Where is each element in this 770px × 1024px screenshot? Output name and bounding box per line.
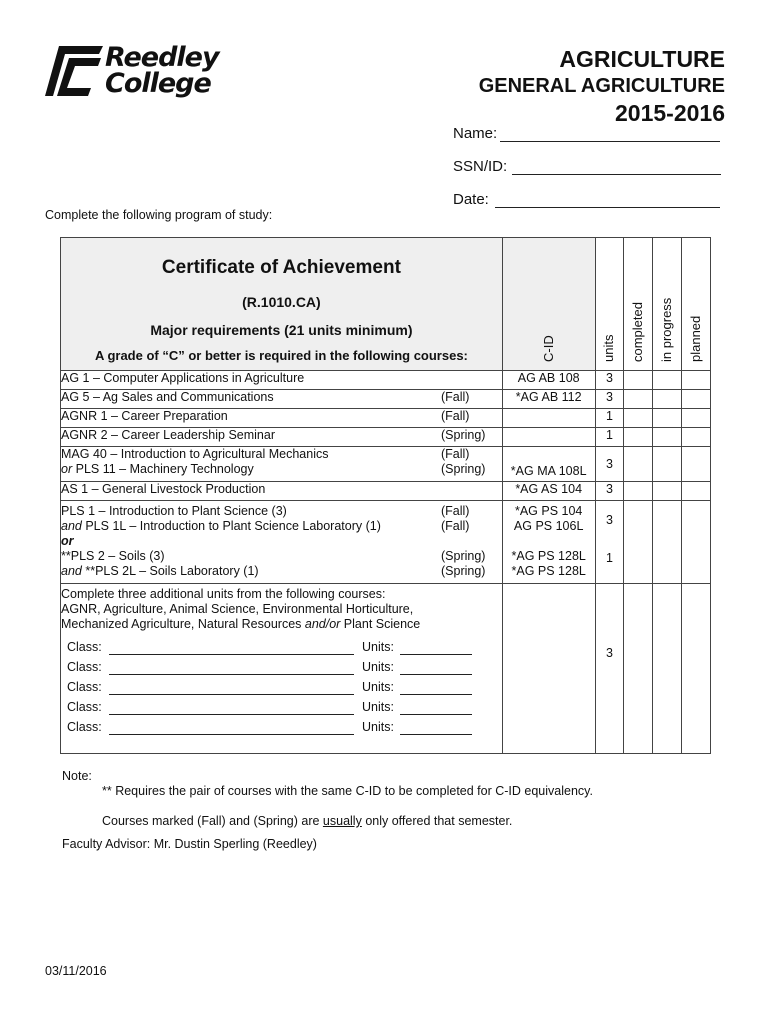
completed-checkbox[interactable] xyxy=(624,371,653,390)
in-progress-header-label: in progress xyxy=(659,297,675,362)
class-label: Class: xyxy=(67,720,102,734)
electives-line: Complete three additional units from the following courses: xyxy=(61,587,386,601)
planned-checkbox[interactable] xyxy=(682,371,711,390)
intro-text: Complete the following program of study: xyxy=(45,208,273,222)
completed-checkbox[interactable] xyxy=(624,409,653,428)
cid-value: *AG PS 104 xyxy=(514,504,583,518)
class-entry xyxy=(67,675,502,695)
class-label: Class: xyxy=(67,700,102,714)
table-row xyxy=(61,501,711,584)
course-name: AG 5 – Ag Sales and Communications xyxy=(61,390,274,404)
course-name: AGNR 2 – Career Leadership Seminar xyxy=(61,428,275,442)
course-cell xyxy=(61,371,503,390)
completed-checkbox[interactable] xyxy=(624,584,653,754)
grade-note: A grade of “C” or better is required in the following courses: xyxy=(94,348,468,363)
table-row xyxy=(61,390,711,409)
rc-emblem-icon xyxy=(45,46,103,96)
in-progress-checkbox[interactable] xyxy=(653,584,682,754)
table-row xyxy=(61,447,711,482)
in-progress-checkbox[interactable] xyxy=(653,371,682,390)
course-cell xyxy=(61,390,503,409)
cid-value: *AG MA 108L xyxy=(510,464,587,478)
program-table xyxy=(60,237,711,754)
cid-cell xyxy=(502,584,595,754)
cid-cell xyxy=(502,409,595,428)
units-cell xyxy=(595,584,624,754)
note-semester xyxy=(102,814,512,828)
cid-header-label: C-ID xyxy=(540,335,556,362)
course-cell xyxy=(61,409,503,428)
units-cell: 1 xyxy=(595,409,624,428)
in-progress-checkbox[interactable] xyxy=(653,409,682,428)
units-value: 3 xyxy=(605,646,613,660)
class-entry xyxy=(67,715,502,735)
planned-header xyxy=(682,238,711,371)
or-connector: or xyxy=(61,534,74,548)
units-header-label: units xyxy=(601,334,617,362)
and-connector: and xyxy=(61,564,82,578)
completed-header xyxy=(624,238,653,371)
class-input[interactable] xyxy=(109,734,354,735)
units-input[interactable] xyxy=(400,734,472,735)
table-row xyxy=(61,409,711,428)
course-cell xyxy=(61,428,503,447)
name-label: Name: xyxy=(453,125,498,142)
faculty-advisor: Faculty Advisor: Mr. Dustin Sperling (Reedley) xyxy=(62,837,317,851)
table-row xyxy=(61,482,711,501)
planned-checkbox[interactable] xyxy=(682,409,711,428)
course-term: (Spring) xyxy=(441,428,486,442)
cid-cell: *AG AS 104 xyxy=(502,482,595,501)
units-value: 3 xyxy=(605,513,613,527)
class-label: Class: xyxy=(67,680,102,694)
college-logo xyxy=(45,44,250,100)
in-progress-checkbox[interactable] xyxy=(653,390,682,409)
ssn-label: SSN/ID: xyxy=(453,158,508,175)
units-value: 1 xyxy=(605,551,613,565)
electives-line: Plant Science xyxy=(340,617,421,631)
cert-title: Certificate of Achievement xyxy=(161,257,401,278)
course-name: **PLS 2L – Soils Laboratory (1) xyxy=(85,564,259,578)
logo-line1: Reedley xyxy=(105,42,219,73)
units-cell: 3 xyxy=(595,390,624,409)
class-entry xyxy=(67,635,502,655)
cid-value: *AG PS 128L xyxy=(511,549,586,563)
class-input[interactable] xyxy=(109,714,354,715)
name-field[interactable] xyxy=(500,126,720,142)
class-input[interactable] xyxy=(109,674,354,675)
electives-line: Mechanized Agriculture, Natural Resources xyxy=(61,617,305,631)
cid-cell xyxy=(502,428,595,447)
cert-code: (R.1010.CA) xyxy=(242,294,321,310)
course-term: (Fall) xyxy=(441,519,470,533)
units-label: Units: xyxy=(362,660,394,674)
completed-checkbox[interactable] xyxy=(624,447,653,482)
completed-checkbox[interactable] xyxy=(624,501,653,584)
course-term: (Fall) xyxy=(441,447,470,461)
units-input[interactable] xyxy=(400,654,472,655)
units-label: Units: xyxy=(362,680,394,694)
and-connector: and xyxy=(61,519,82,533)
in-progress-checkbox[interactable] xyxy=(653,428,682,447)
cid-cell xyxy=(502,501,595,584)
course-term: (Spring) xyxy=(441,462,486,476)
note-cid: ** Requires the pair of courses with the same C-ID to be completed for C-ID equivalency. xyxy=(102,784,593,798)
cid-cell xyxy=(502,447,595,482)
units-cell: 3 xyxy=(595,371,624,390)
cid-value: *AG PS 128L xyxy=(511,564,586,578)
course-name: PLS 11 – Machinery Technology xyxy=(75,462,254,476)
course-cell xyxy=(61,447,503,482)
units-label: Units: xyxy=(362,640,394,654)
course-term: (Spring) xyxy=(441,564,486,578)
planned-checkbox[interactable] xyxy=(682,482,711,501)
course-cell xyxy=(61,584,503,754)
planned-header-label: planned xyxy=(688,315,704,362)
course-name: PLS 1L – Introduction to Plant Science Laboratory (1) xyxy=(85,519,381,533)
note-label: Note: xyxy=(62,769,92,783)
completed-checkbox[interactable] xyxy=(624,428,653,447)
class-label: Class: xyxy=(67,640,102,654)
program-title: AGRICULTURE xyxy=(559,46,725,72)
date-field[interactable] xyxy=(495,192,720,208)
completed-checkbox[interactable] xyxy=(624,390,653,409)
planned-checkbox[interactable] xyxy=(682,447,711,482)
course-term: (Spring) xyxy=(441,549,486,563)
course-name: PLS 1 – Introduction to Plant Science (3) xyxy=(61,504,287,518)
class-label: Class: xyxy=(67,660,102,674)
table-row xyxy=(61,371,711,390)
completed-checkbox[interactable] xyxy=(624,482,653,501)
units-input[interactable] xyxy=(400,674,472,675)
table-header-row xyxy=(61,238,711,371)
note-text: Courses marked (Fall) and (Spring) are xyxy=(102,814,323,828)
units-header xyxy=(595,238,624,371)
units-cell: 3 xyxy=(595,482,624,501)
course-term: (Fall) xyxy=(441,390,470,404)
units-input[interactable] xyxy=(400,694,472,695)
units-cell: 3 xyxy=(595,447,624,482)
cert-requirement: Major requirements (21 units minimum) xyxy=(150,322,413,338)
course-name: AG 1 – Computer Applications in Agriculture xyxy=(61,371,305,385)
or-connector: or xyxy=(61,462,73,476)
completed-header-label: completed xyxy=(630,302,646,362)
electives-line: AGNR, Agriculture, Animal Science, Environmental Horticulture, xyxy=(61,602,414,616)
note-emphasis: usually xyxy=(322,814,362,828)
in-progress-checkbox[interactable] xyxy=(653,501,682,584)
in-progress-header xyxy=(653,238,682,371)
cert-header xyxy=(61,238,503,371)
planned-checkbox[interactable] xyxy=(682,584,711,754)
planned-checkbox[interactable] xyxy=(682,428,711,447)
cid-cell: AG AB 108 xyxy=(502,371,595,390)
cid-cell: *AG AB 112 xyxy=(502,390,595,409)
course-name: AGNR 1 – Career Preparation xyxy=(61,409,228,423)
class-input[interactable] xyxy=(109,694,354,695)
course-cell xyxy=(61,501,503,584)
units-input[interactable] xyxy=(400,714,472,715)
ssn-field[interactable] xyxy=(512,159,721,175)
planned-checkbox[interactable] xyxy=(682,390,711,409)
units-cell xyxy=(595,501,624,584)
units-label: Units: xyxy=(362,700,394,714)
date-label: Date: xyxy=(453,191,489,208)
course-cell: AS 1 – General Livestock Production xyxy=(61,482,503,501)
footer-date: 03/11/2016 xyxy=(45,964,107,978)
units-cell: 1 xyxy=(595,428,624,447)
course-name: MAG 40 – Introduction to Agricultural Mechanics xyxy=(61,447,329,461)
planned-checkbox[interactable] xyxy=(682,501,711,584)
table-row xyxy=(61,584,711,754)
logo-line2: College xyxy=(105,68,211,99)
year-title: 2015-2016 xyxy=(615,100,725,126)
in-progress-checkbox[interactable] xyxy=(653,447,682,482)
table-row xyxy=(61,428,711,447)
cid-header xyxy=(502,238,595,371)
note-text: only offered that semester. xyxy=(361,814,513,828)
course-name: **PLS 2 – Soils (3) xyxy=(61,549,165,563)
subprogram-title: GENERAL AGRICULTURE xyxy=(478,75,725,97)
cid-value: AG PS 106L xyxy=(513,519,584,533)
course-term: (Fall) xyxy=(441,504,470,518)
in-progress-checkbox[interactable] xyxy=(653,482,682,501)
class-input[interactable] xyxy=(109,654,354,655)
units-label: Units: xyxy=(362,720,394,734)
course-term: (Fall) xyxy=(441,409,470,423)
class-entry xyxy=(67,695,502,715)
and-or-connector: and/or xyxy=(304,617,341,631)
class-entry xyxy=(67,655,502,675)
